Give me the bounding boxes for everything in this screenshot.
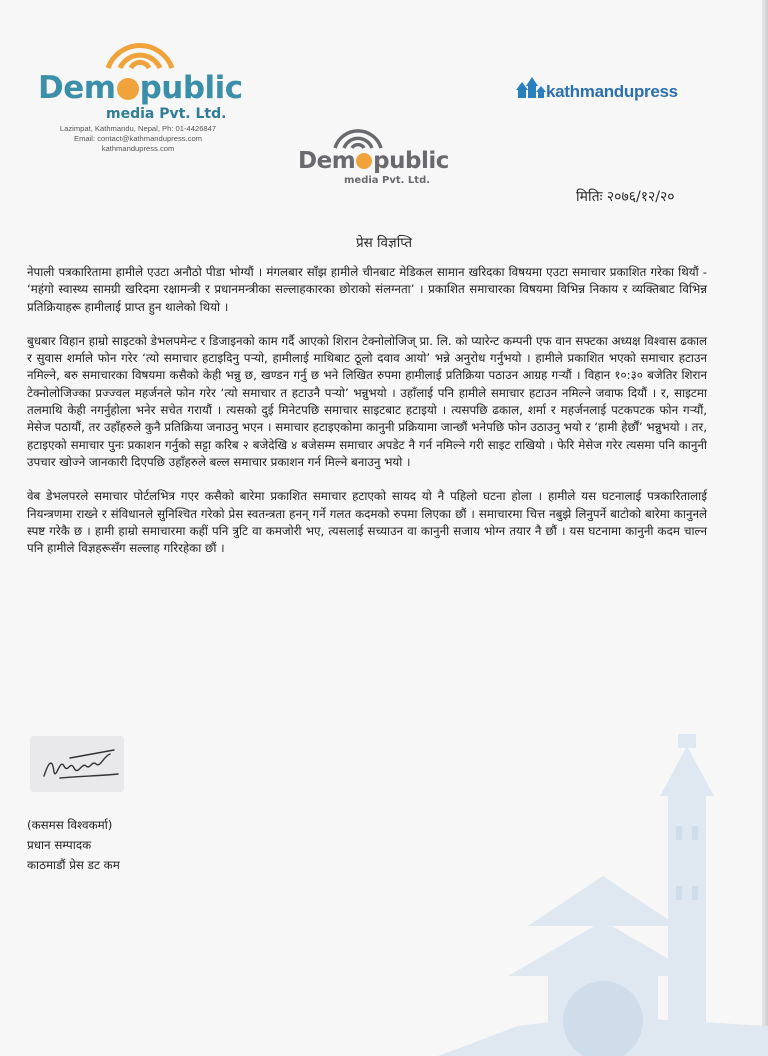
brand-name: Dem public (38, 70, 243, 106)
brand-letter-o-icon (117, 78, 139, 100)
press-release-body (27, 264, 707, 574)
contact-info (40, 124, 236, 154)
document-date: मितिः २०७६/१२/२० (576, 189, 675, 205)
signatory-block (27, 815, 120, 875)
stamp-brand-name: Dem public (298, 148, 449, 174)
handwritten-signature (30, 736, 124, 792)
paragraph: बुधबार विहान हाम्रो साइटको डेभलपमेन्ट र डिजाइनको काम गर्दै आएको शिरान टेक्नोलोजिज् प्रा. लि. को प्यारेन्ट कम्पनी एफ वान सफ्टका अध्यक्ष विश्वास ढकाल र सुवास शर्माले फोन गरेर ‘त्यो समाचार हटाइदिनु पर्‍यो, हामीलाई माथिबाट ठूलो दवाव आयो’ भन्ने अनुरोध गर्नुभयो । हामीले प्रकाशित भएको समाचार हटाउन नमिल्ने, बरु समाचारका विषयमा कसैको केही भन्नु छ, खण्डन गर्नु छ भने लिखित रुपमा हामीलाई प्रतिक्रिया पठाउन आग्रह गर्‍यौं । विहान १०:३० बजेतिर शिरान टेक्नोलोजिज्का प्रज्ज्वल महर्जनले फोन गरेर ‘त्यो समाचार त हटाउनै पर्‍यो’ भन्नुभयो । उहाँलाई पनि हामीले समाचार हटाउन नमिल्ने जवाफ दियौं । र, साइटमा तलमाथि केही नगर्नुहोला भनेर सचेत गरायौं । त्यसको दुई मिनेटपछि समाचार साइटबाट हटाइयो । त्यसपछि ढकाल, शर्मा र महर्जनलाई पटकपटक फोन गर्‍यौं, मेसेज पठायौं, तर उहाँहरुले कुनै प्रतिक्रिया जनाउनु भएन । समाचार हटाइएकोमा कानुनी प्रक्रियामा जान्छौं भनेपछि फोन उठाउनु भयो र ‘हामी हेर्छौं’ भन्नुभयो । तर, हटाइएको समाचार पुनः प्रकाशन गर्नुको सट्टा करिब २ बजेदेखि ४ बजेसम्म समाचार अपडेट नै गर्न नमिल्ने गरी साइट राखियो । फेरि मेसेज गरेर त्यसमा पनि कानुनी उपचार खोज्ने जानकारी दिएपछि उहाँहरुले बल्ल समाचार प्रकाशन गर्न मिल्ने बनाउनु भयो । (27, 333, 707, 469)
signatory-organization: काठमाडौं प्रेस डट कम (27, 858, 120, 872)
contact-email: Email: contact@kathmandupress.com (74, 134, 202, 143)
paragraph: वेब डेभलपरले समाचार पोर्टलभित्र गएर कसैको बारेमा प्रकाशित समाचार हटाएको सायद यो नै पहिलो घटना होला । हामीले यस घटनालाई पत्रकारितालाई नियन्त्रणमा राख्ने र संविधानले सुनिश्चित गरेको प्रेस स्वतन्त्रता हनन् गर्ने गलत कदमको रुपमा लिएका छौं । समाचारमा चित्त नबुझे लिनुपर्ने बाटोको बारेमा कानुनले स्पष्ट गरेकै छ । हामी हाम्रो समाचारमा कहीं पनि त्रुटि वा कमजोरी भए, त्यसलाई सच्याउन वा कानुनी सजाय भोग्न तयार नै छौं । यस घटनामा कानुनी कदम चाल्न पनि हामीले विज्ञहरूसँग सल्लाह गरिरहेका छौं । (27, 489, 707, 556)
wifi-signal-icon (100, 40, 180, 70)
temple-skyline-icon (514, 76, 546, 100)
temple-watermark (438, 726, 768, 1056)
signatory-title: प्रधान सम्पादक (27, 838, 92, 852)
contact-website: kathmandupress.com (101, 144, 175, 153)
signature-image (30, 736, 124, 792)
stamp-brand-subtitle: media Pvt. Ltd. (344, 175, 431, 186)
brand-letter-o-icon (356, 153, 372, 169)
wifi-signal-icon (330, 128, 386, 150)
document-subject: प्रेस विज्ञप्ति (355, 235, 413, 251)
paragraph: नेपाली पत्रकारितामा हामीले एउटा अनौठो पीडा भोग्यौं । मंगलबार साँझ हामीले चीनबाट मेडिकल सामान खरिदका विषयमा एउटा समाचार प्रकाशित गरेका थियौं - ‘महंगो स्वास्थ्य सामग्री खरिदमा रक्षामन्त्री र प्रधानमन्त्रीका सल्लाहकारका छोराको संलग्नता’ । प्रकाशित समाचारका विषयमा विभिन्न निकाय र व्यक्तिबाट विभिन्न प्रतिक्रियाहरू हामीलाई प्राप्त हुन थालेको थियो । (27, 265, 707, 314)
kathmandupress-wordmark: kathmandupress (546, 82, 678, 101)
signatory-name: (कसमस विश्वकर्मा) (27, 818, 113, 832)
contact-address: Lazimpat, Kathmandu, Nepal, Ph: 01-4426847 (59, 124, 217, 133)
brand-subtitle: media Pvt. Ltd. (106, 106, 227, 122)
